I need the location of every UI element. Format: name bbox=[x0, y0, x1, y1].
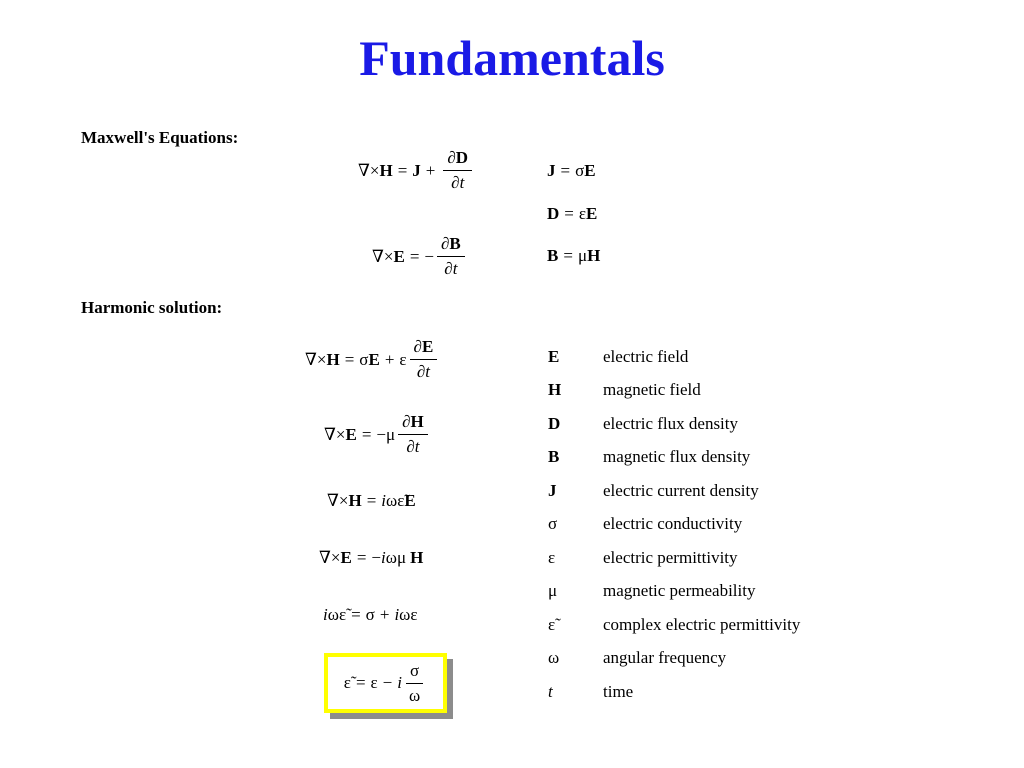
symbol-legend bbox=[548, 340, 800, 709]
complex-permittivity-relation: i ω ε̃ = σ + i ω ε bbox=[323, 605, 418, 624]
legend-row bbox=[548, 508, 800, 542]
legend-symbol: J bbox=[548, 480, 557, 500]
legend-description: electric permittivity bbox=[603, 547, 738, 567]
legend-description: angular frequency bbox=[603, 648, 727, 668]
legend-symbol: E bbox=[548, 346, 560, 366]
legend-row bbox=[548, 675, 800, 709]
legend-row bbox=[548, 374, 800, 408]
legend-description: magnetic field bbox=[603, 380, 701, 400]
legend-row bbox=[548, 642, 800, 676]
legend-row bbox=[548, 608, 800, 642]
legend-symbol: μ bbox=[548, 581, 558, 601]
legend-description: electric current density bbox=[603, 480, 759, 500]
legend-symbol: t bbox=[548, 681, 553, 701]
legend-symbol: σ bbox=[548, 514, 558, 534]
fraction: $\frac{\partial B}{\partial t}$ bbox=[437, 234, 465, 279]
legend-row bbox=[548, 575, 800, 609]
legend-symbol: D bbox=[548, 413, 561, 433]
fraction: $\frac{\partial D}{\partial t}$ bbox=[443, 148, 472, 193]
maxwell-heading: Maxwell's Equations: bbox=[81, 128, 239, 147]
fraction: $\frac{\partial E}{\partial t}$ bbox=[410, 337, 438, 382]
ohm-law-equation: J = σ E bbox=[547, 161, 596, 180]
legend-symbol: ε bbox=[548, 547, 556, 567]
harmonic-ampere-equation: ∇ × H = σ E + ε $\frac{\partial E}{\partial t}$ bbox=[305, 337, 440, 382]
displacement-equation: D = ε E bbox=[547, 204, 598, 223]
legend-row bbox=[548, 474, 800, 508]
magnetic-induction-equation: B = μ H bbox=[547, 246, 601, 265]
harmonic-heading: Harmonic solution: bbox=[81, 298, 223, 317]
legend-description: time bbox=[603, 681, 634, 701]
faraday-law-equation: ∇ × E = − $\frac{\partial B}{\partial t}$ bbox=[372, 234, 468, 279]
ampere-law-equation: ∇ × H = J + $\frac{\partial D}{\partial t}$ bbox=[358, 148, 475, 193]
phasor-faraday-equation: ∇ × E = − i ω μ H bbox=[319, 548, 424, 567]
fraction: $\frac{\partial H}{\partial t}$ bbox=[398, 412, 428, 457]
legend-row bbox=[548, 441, 800, 475]
legend-description: complex electric permittivity bbox=[603, 614, 801, 634]
legend-description: electric field bbox=[603, 346, 689, 366]
legend-row bbox=[548, 407, 800, 441]
legend-symbol: ω bbox=[548, 648, 560, 668]
legend-row bbox=[548, 340, 800, 374]
legend-description: electric flux density bbox=[603, 413, 739, 433]
complex-permittivity-box bbox=[324, 653, 447, 713]
legend-row bbox=[548, 541, 800, 575]
legend-symbol: H bbox=[548, 380, 562, 400]
legend-description: electric conductivity bbox=[603, 514, 743, 534]
phasor-ampere-equation: ∇ × H = i ω ε̃ E bbox=[327, 491, 416, 510]
page-title: Fundamentals bbox=[359, 30, 665, 86]
legend-description: magnetic flux density bbox=[603, 447, 751, 467]
legend-symbol: ε̃ bbox=[548, 614, 556, 634]
fraction: $\frac{\sigma}{\omega}$ bbox=[405, 661, 424, 706]
legend-symbol: B bbox=[548, 447, 560, 467]
harmonic-faraday-equation: ∇ × E = − μ $\frac{\partial H}{\partial t}$ bbox=[324, 412, 431, 457]
complex-permittivity-equation: ε̃ = ε − i $\frac{\sigma}{\omega}$ bbox=[344, 661, 427, 706]
legend-description: magnetic permeability bbox=[603, 581, 756, 601]
